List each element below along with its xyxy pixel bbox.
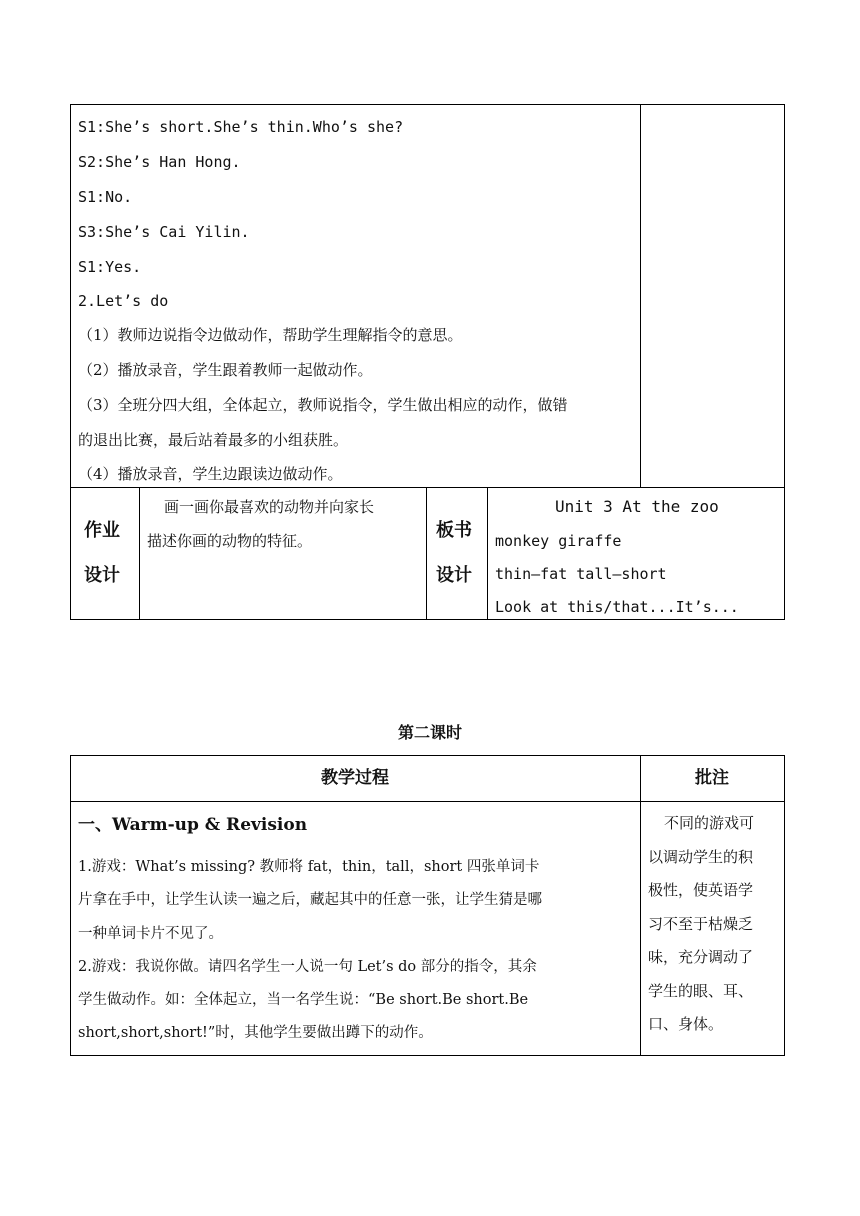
dialogue-line: S3:She’s Cai Yilin.: [78, 223, 250, 241]
homework-text: 画一画你最喜欢的动物并向家长: [164, 498, 375, 516]
board-line: monkey giraffe: [495, 532, 622, 550]
board-title: Unit 3 At the zoo: [555, 497, 719, 516]
step-item: （4）播放录音，学生边跟读边做动作。: [78, 465, 343, 483]
step-item: （1）教师边说指令边做动作，帮助学生理解指令的意思。: [78, 326, 463, 344]
note-line: 口、身体。: [648, 1015, 724, 1033]
homework-text: 描述你画的动物的特征。: [147, 532, 313, 550]
homework-label: 设计: [84, 565, 120, 586]
dialogue-line: S1:Yes.: [78, 258, 142, 276]
note-line: 学生的眼、耳、: [648, 982, 754, 1000]
body-line: 一种单词卡片不见了。: [78, 926, 223, 942]
header-process: 教学过程: [321, 768, 389, 788]
note-line: 习不至于枯燥乏: [648, 915, 754, 933]
board-label: 设计: [436, 565, 472, 586]
board-line: thin—fat tall—short: [495, 565, 667, 583]
homework-label: 作业: [84, 520, 120, 541]
section-title: 第二课时: [397, 723, 462, 742]
header-note: 批注: [695, 768, 729, 788]
note-line: 以调动学生的积: [648, 848, 754, 866]
body-line: short,short,short!”时，其他学生要做出蹲下的动作。: [78, 1025, 433, 1041]
dialogue-line: S1:She’s short.She’s thin.Who’s she?: [78, 118, 404, 136]
body-line: 片拿在手中，让学生认读一遍之后，藏起其中的任意一张，让学生猜是哪: [78, 892, 542, 908]
step-item: （2）播放录音，学生跟着教师一起做动作。: [78, 361, 373, 379]
step-item: （3）全班分四大组，全体起立，教师说指令，学生做出相应的动作，做错: [78, 396, 568, 414]
body-line: 2.游戏：我说你做。请四名学生一人说一句 Let’s do 部分的指令，其余: [78, 959, 537, 975]
board-line: Look at this/that...It’s...: [495, 598, 739, 616]
note-line: 味，充分调动了: [648, 948, 754, 966]
step-heading: 2.Let’s do: [78, 292, 169, 310]
body-line: 学生做动作。如：全体起立，当一名学生说：“Be short.Be short.Be: [78, 992, 529, 1008]
body-line: 1.游戏：What’s missing? 教师将 fat，thin，tall，short 四张单词卡: [78, 859, 540, 875]
note-line: 极性，使英语学: [648, 881, 754, 899]
section-heading: 一、Warm-up & Revision: [78, 815, 308, 835]
note-line: 不同的游戏可: [664, 814, 755, 832]
dialogue-line: S2:She’s Han Hong.: [78, 153, 241, 171]
board-label: 板书: [436, 520, 472, 541]
step-item: 的退出比赛，最后站着最多的小组获胜。: [78, 431, 349, 449]
dialogue-line: S1:No.: [78, 188, 133, 206]
